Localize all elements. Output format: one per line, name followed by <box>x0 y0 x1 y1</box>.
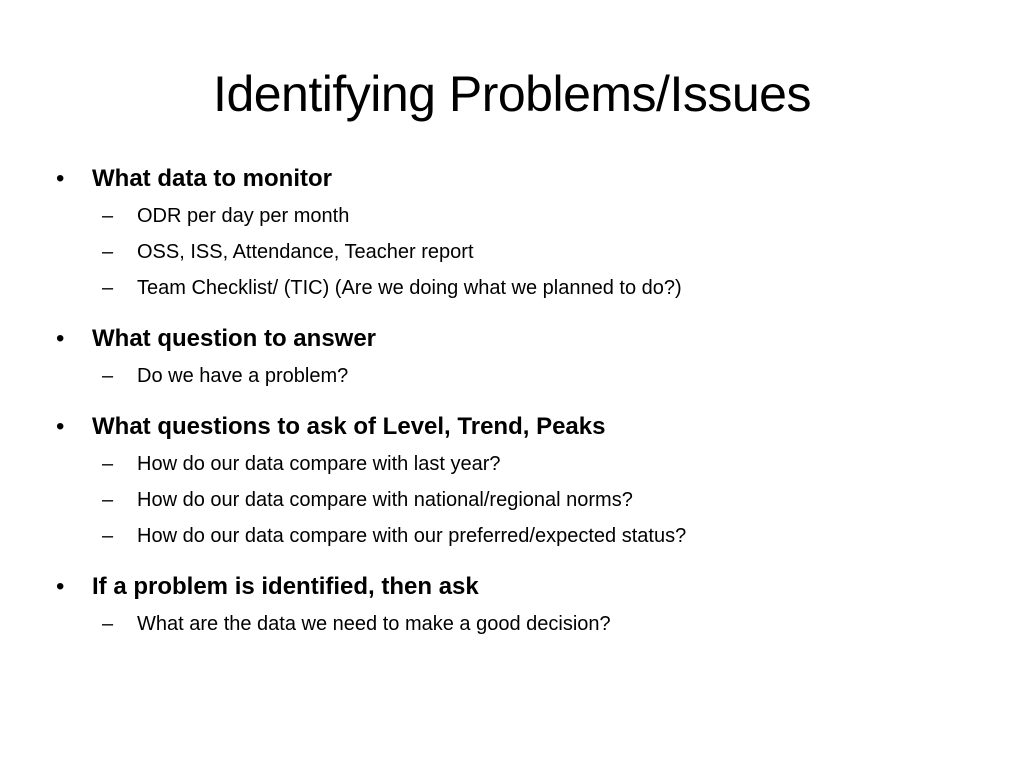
sub-bullet-text: Do we have a problem? <box>137 365 349 387</box>
sub-bullet-text: ODR per day per month <box>137 205 350 227</box>
bullet-icon: • <box>56 573 65 600</box>
section-question-to-answer <box>56 320 986 394</box>
bullet-heading <box>56 568 986 606</box>
section-level-trend-peaks <box>56 408 986 554</box>
sub-bullet-text: How do our data compare with our preferred/expected status? <box>137 525 687 547</box>
sub-bullet <box>56 234 986 270</box>
sub-bullet <box>56 198 986 234</box>
dash-icon: – <box>102 525 114 547</box>
bullet-heading <box>56 408 986 446</box>
bullet-icon: • <box>56 325 65 352</box>
sub-bullet <box>56 358 986 394</box>
sub-bullet-text: OSS, ISS, Attendance, Teacher report <box>137 241 474 263</box>
sub-bullet <box>56 482 986 518</box>
sub-bullet-text: How do our data compare with national/regional norms? <box>137 489 633 511</box>
sub-bullet <box>56 446 986 482</box>
sub-bullet <box>56 270 986 306</box>
bullet-heading-text: What question to answer <box>92 325 377 352</box>
bullet-heading <box>56 320 986 358</box>
sub-bullet-text: How do our data compare with last year? <box>137 453 501 475</box>
dash-icon: – <box>102 489 114 511</box>
sub-bullet-text: What are the data we need to make a good decision? <box>137 613 611 635</box>
dash-icon: – <box>102 453 114 475</box>
section-data-to-monitor <box>56 160 986 306</box>
bullet-heading-text: If a problem is identified, then ask <box>92 573 479 600</box>
dash-icon: – <box>102 277 114 299</box>
dash-icon: – <box>102 365 114 387</box>
bullet-list <box>56 160 986 656</box>
dash-icon: – <box>102 205 114 227</box>
bullet-heading <box>56 160 986 198</box>
bullet-icon: • <box>56 413 65 440</box>
sub-bullet <box>56 518 986 554</box>
dash-icon: – <box>102 241 114 263</box>
sub-bullet <box>56 606 986 642</box>
bullet-heading-text: What questions to ask of Level, Trend, Peaks <box>92 413 606 440</box>
bullet-heading-text: What data to monitor <box>92 165 332 192</box>
sub-bullet-text: Team Checklist/ (TIC) (Are we doing what we planned to do?) <box>137 277 682 299</box>
dash-icon: – <box>102 613 114 635</box>
slide-title: Identifying Problems/Issues <box>213 66 811 122</box>
bullet-icon: • <box>56 165 65 192</box>
section-problem-identified <box>56 568 986 642</box>
